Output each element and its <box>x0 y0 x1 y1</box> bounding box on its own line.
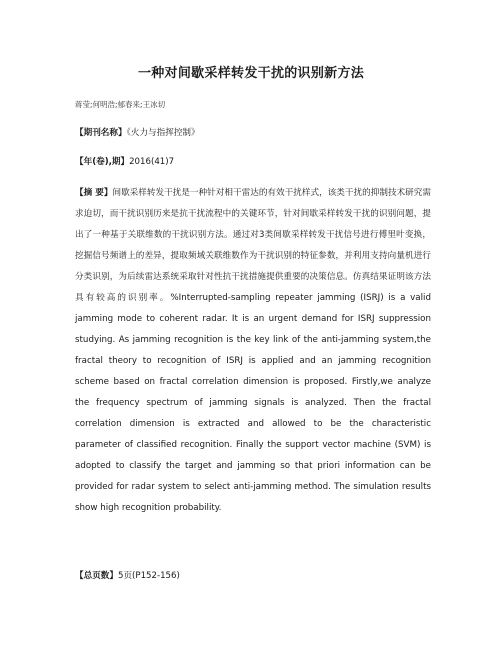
journal-label: 【期刊名称】 <box>75 128 127 138</box>
year-label: 【年(卷),期】 <box>75 157 130 167</box>
abstract-block <box>75 183 431 519</box>
abstract-chinese: 间歇采样转发干扰是一种针对相干雷达的有效干扰样式，该类干扰的抑制技术研究需求迫切，而干扰识别历来是抗干扰流程中的关键环节，针对间歇采样转发干扰的识别问题，提出了一种基于关联维数的干扰识别方法。通过对3类间歇采样转发干扰信号进行傅里叶变换，挖掘信号频谱上的差异，提取频域关联维数作为干扰识别的特征参数，并利用支持向量机进行分类识别，为后续雷达系统采取针对性抗干扰措施提供重要的决策信息。仿真结果证明该方法具有较高的识别率。 <box>75 188 431 303</box>
abstract-label: 【摘 要】 <box>75 188 113 198</box>
year-volume-issue-field <box>75 155 174 167</box>
journal-field <box>75 126 200 138</box>
year-value: 2016(41)7 <box>129 157 175 167</box>
page-count-value: 5页(P152-156) <box>117 571 180 581</box>
paper-title: 一种对间歇采样转发干扰的识别新方法 <box>137 66 365 81</box>
abstract-english: %Interrupted-sampling repeater jamming (ISRJ) is a valid jamming mode to coherent radar. It is an urgent demand for ISRJ suppression studying. As jamming recognition is the key link of the anti-jamming system,the fractal theory to recognition of ISRJ is applied and an jamming recognition scheme based on fractal correlation dimension is proposed. Firstly,we analyze the frequency spectrum of jamming signals is analyzed. Then the fractal correlation dimension is extracted and allowed to be the characteristic parameter of classified recognition. Finally the support vector machine (SVM) is adopted to classify the target and jamming so that priori information can be provided for radar system to select anti-jamming method. The simulation results show high recognition probability. <box>75 293 431 513</box>
author-list: 蒋莹;何明浩;郁春来;王冰切 <box>75 100 166 109</box>
page-count-label: 【总页数】 <box>75 571 118 581</box>
journal-value: 《火力与指挥控制》 <box>126 128 200 138</box>
page-count-field <box>75 569 180 581</box>
